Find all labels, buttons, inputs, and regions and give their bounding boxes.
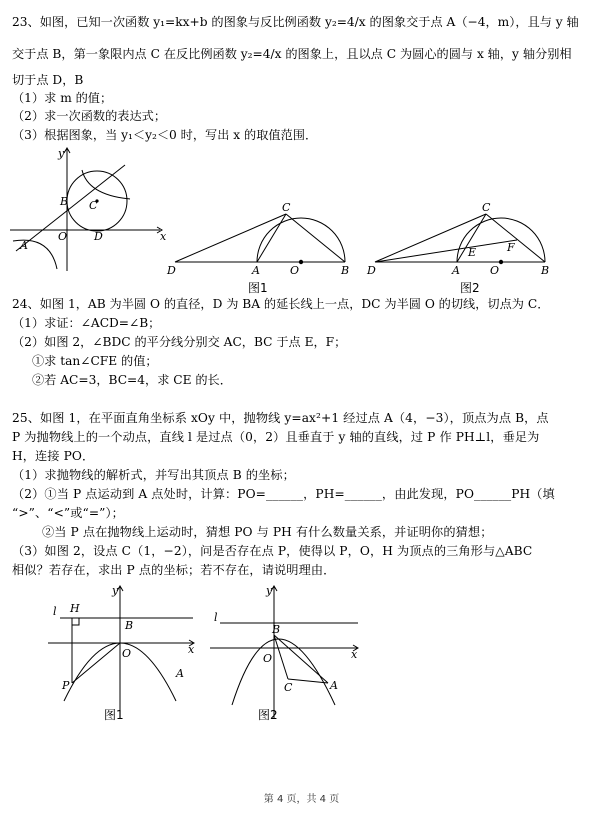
q25-f2-label-B: B (272, 623, 281, 636)
q25-fig2-caption: 图2 (258, 708, 278, 722)
q25-line1: 25、如图 1，在平面直角坐标系 xOy 中，抛物线 y=ax²+1 经过点 A（4，−3），顶点为点 B，点 (12, 411, 549, 425)
q24-f2-label-A: A (452, 264, 460, 277)
q24-f1-label-C: C (282, 201, 291, 214)
q23-line2: 交于点 B，第一象限内点 C 在反比例函数 y₂=4/x 的图象上，且以点 C 为圆心的圆与 x 轴，y 轴分别相 (12, 47, 572, 61)
q25-fig1-caption: 图1 (104, 708, 124, 722)
q23-label-x: x (160, 230, 167, 243)
q24-f2-label-O: O (490, 264, 500, 277)
q23-figure (10, 143, 170, 273)
q24-sub2b: ②若 AC=3，BC=4，求 CE 的长． (32, 373, 232, 387)
q23-sub1: （1）求 m 的值； (12, 91, 113, 105)
q23-line3: 切于点 D，B (12, 73, 84, 87)
q25-f1-label-x: x (188, 643, 195, 656)
q25-sub3-cont: 相似？若存在，求出 P 点的坐标；若不存在，请说明理由． (12, 563, 336, 577)
q23-label-B: B (60, 195, 69, 208)
q24-f1-label-A: A (252, 264, 260, 277)
q25-f1-label-l: l (53, 605, 57, 618)
q25-f1-label-y: y (112, 584, 119, 597)
q24-sub1: （1）求证：∠ACD=∠B； (12, 316, 161, 330)
q23-label-C: C (89, 199, 98, 212)
q25-f2-label-A: A (330, 679, 338, 692)
q25-f1-label-O: O (122, 647, 132, 660)
q24-f1-label-B: B (341, 264, 350, 277)
q24-f2-label-C: C (482, 201, 491, 214)
page-footer: 第 4 页，共 4 页 (263, 794, 340, 805)
q24-sub2a: ①求 tan∠CFE 的值； (32, 354, 158, 368)
q24-f2-label-B: B (541, 264, 550, 277)
q25-f2-label-C: C (284, 681, 293, 694)
q25-f2-label-O: O (263, 652, 273, 665)
q25-line3: H，连接 PO． (12, 449, 95, 463)
q25-sub3: （3）如图 2，设点 C（1，−2），问是否存在点 P，使得以 P，O，H 为顶点的三角形与△ABC (12, 544, 533, 558)
q25-sub2-cont: “>”、“<”或“=”）； (12, 506, 124, 520)
q24-fig1-caption: 图1 (248, 281, 268, 295)
q24-f2-label-F: F (507, 241, 515, 254)
q24-f1-label-O: O (290, 264, 300, 277)
q25-f2-label-l: l (214, 611, 218, 624)
q25-f2-label-x: x (351, 648, 358, 661)
q23-sub3: （3）根据图象，当 y₁＜y₂＜0 时，写出 x 的取值范围． (12, 128, 318, 142)
q25-line2: P 为抛物线上的一个动点，直线 l 是过点（0，2）且垂直于 y 轴的直线，过 P 作 PH⊥l，垂足为 (12, 430, 540, 444)
q23-label-D: D (94, 230, 103, 243)
q24-line1: 24、如图 1，AB 为半圆 O 的直径，D 为 BA 的延长线上一点，DC 为半圆 O 的切线，切点为 C． (12, 297, 550, 311)
q25-figure-2 (210, 583, 360, 723)
q25-f1-label-H: H (70, 602, 80, 615)
q25-sub1: （1）求抛物线的解析式，并写出其顶点 B 的坐标； (12, 468, 295, 482)
q25-figure-1 (48, 583, 198, 723)
q24-f1-label-D: D (167, 264, 176, 277)
q25-f1-label-B: B (125, 619, 134, 632)
q24-fig2-caption: 图2 (460, 281, 480, 295)
q23-label-O: O (58, 230, 68, 243)
q25-sub2b: ②当 P 点在抛物线上运动时，猜想 PO 与 PH 有什么数量关系，并证明你的猜想； (42, 525, 493, 539)
q23-line1: 23、如图，已知一次函数 y₁=kx+b 的图象与反比例函数 y₂=4/x 的图象交于点 A（−4，m），且与 y 轴 (12, 15, 579, 29)
q23-label-y: y (58, 147, 65, 160)
q25-f1-label-A: A (176, 667, 184, 680)
q23-sub2: （2）求一次函数的表达式； (12, 109, 167, 123)
q24-f2-label-E: E (468, 246, 477, 259)
q25-f1-label-P: P (62, 679, 70, 692)
q25-sub2: （2）①当 P 点运动到 A 点处时，计算：PO=______，PH=______，由此发现，PO______PH（填 (12, 487, 555, 501)
q25-f2-label-y: y (266, 584, 273, 597)
q24-sub2: （2）如图 2，∠BDC 的平分线分别交 AC，BC 于点 E，F； (12, 335, 347, 349)
q24-f2-label-D: D (367, 264, 376, 277)
q23-label-A: A (20, 239, 28, 252)
q24-figure-1 (165, 200, 355, 285)
q24-figure-2 (365, 200, 555, 285)
